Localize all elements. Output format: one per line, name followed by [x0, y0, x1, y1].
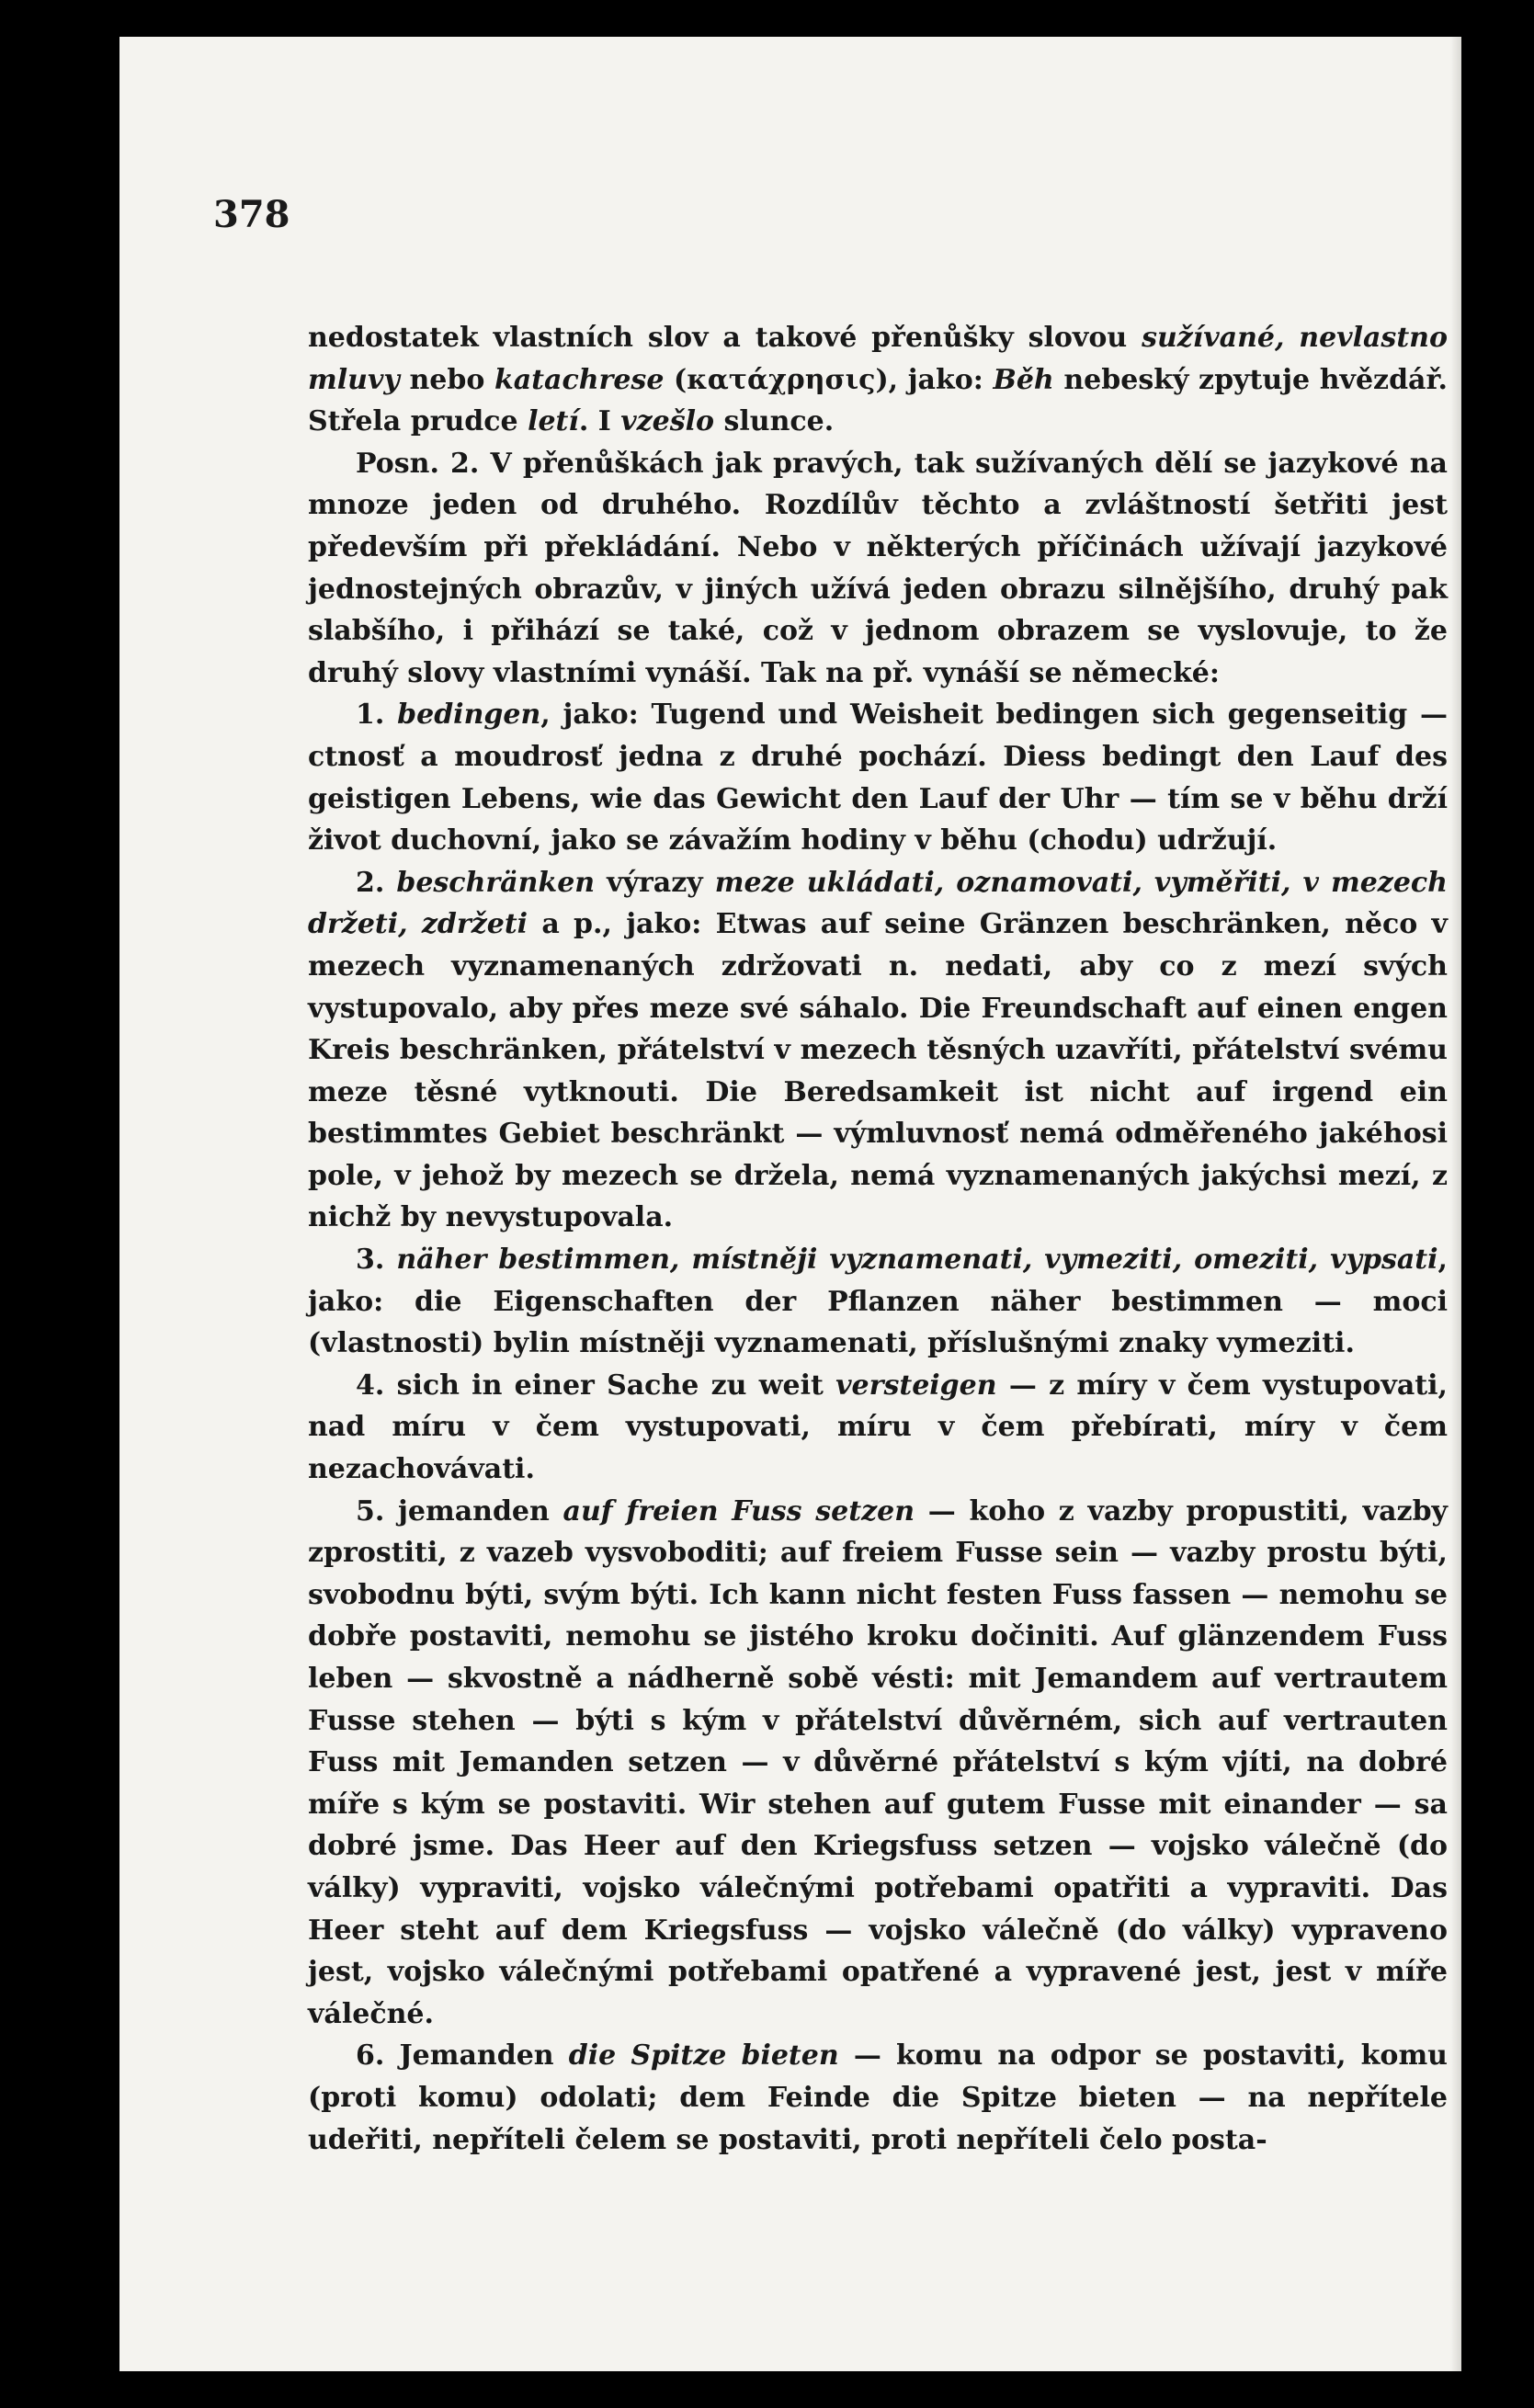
text-run: Posn. 2. V přenůškách jak pravých, tak sužívaných dělí se jazykové na mnoze jeden od druhého. Rozdílův těchto a zvláštností šetřiti jest především při překládání. Nebo v některých příčinách užívají jazykové jednostejných obrazův, v jiných užívá jeden obrazu silnějšího, druhý pak slabšího, i přihází se také, což v jednom obrazem se vyslovuje, to že druhý slovy vlastními vynáší. Tak na př. vynáší se německé: — [308, 447, 1448, 689]
paragraph-p4 — [308, 1239, 1448, 1365]
paragraph-p6 — [308, 1491, 1448, 2036]
text-run: 4. sich in einer Sache zu weit — [356, 1369, 836, 1402]
paragraph-p2 — [308, 694, 1448, 861]
text-run: 5. jemanden — [356, 1494, 563, 1528]
italic-term: die Spitze bieten — [568, 2039, 839, 2073]
italic-term: sužívané, nevlastno mluvy — [308, 322, 1449, 396]
text-run: — komu na odpor se postaviti, komu (proti komu) odolati; dem Feinde die Spitze bieten — na nepřítele udeřiti, nepříteli čelem se postaviti, proti nepříteli čelo posta- — [308, 2039, 1448, 2156]
text-run: 3. — [356, 1244, 397, 1277]
text-run: , jako: die Eigenschaften der Pflanzen näher bestimmen — moci (vlastnosti) bylin místněji vyznamenati, příslušnými znaky vymeziti. — [308, 1244, 1448, 1360]
body-text — [308, 317, 1448, 2161]
italic-term: meze ukládati, oznamovati, vyměřiti, v mezech držeti, zdržeti — [308, 866, 1448, 941]
italic-term: bedingen — [397, 699, 541, 732]
text-run: nebeský zpytuje hvězdář. Střela prudce — [308, 363, 1448, 438]
text-run: 1. — [356, 699, 398, 732]
text-run: 2. — [356, 866, 397, 899]
italic-term: letí — [528, 405, 579, 438]
italic-term: katachrese — [494, 363, 665, 396]
text-run: výrazy — [595, 866, 715, 899]
book-page — [119, 37, 1461, 2371]
italic-term: auf freien Fuss setzen — [562, 1494, 915, 1528]
italic-term: beschränken — [396, 866, 596, 899]
text-run: . I — [578, 405, 621, 438]
paragraph-p1 — [308, 443, 1448, 695]
page-edge — [1450, 37, 1461, 2371]
text-run: nebo — [399, 363, 494, 396]
italic-term: vzešlo — [620, 405, 715, 438]
paragraph-p3 — [308, 862, 1448, 1239]
italic-term: versteigen — [835, 1369, 997, 1402]
page-number: 378 — [213, 193, 290, 236]
text-run: nedostatek vlastních slov a takové přenůšky slovou — [308, 322, 1142, 354]
text-run: — z míry v čem vystupovati, nad míru v čem vystupovati, míru v čem přebírati, míry v čem nezachovávati. — [308, 1369, 1448, 1486]
italic-term: näher bestimmen, místněji vyznamenati, vymeziti, omeziti, vypsati — [396, 1244, 1438, 1277]
text-run: a p., jako: Etwas auf seine Gränzen beschränken, něco v mezech vyznamenaných zdržovati n. nedati, aby co z mezí svých vystupovalo, aby přes meze své sáhalo. Die Freundschaft auf einen engen Kreis beschränken, přátelství v mezech těsných uzavříti, přátelství svému meze těsné vytknouti. Die Beredsamkeit ist nicht auf irgend ein bestimmtes Gebiet beschränkt — výmluvnosť nemá odměřeného jakéhosi pole, v jehož by mezech se držela, nemá vyznamenaných jakýchsi mezí, z nichž by nevystupovala. — [308, 908, 1448, 1234]
italic-term: Běh — [993, 363, 1054, 396]
text-run: , jako: Tugend und Weisheit bedingen sich gegenseitig — ctnosť a moudrosť jedna z druhé pochází. Diess bedingt den Lauf des geistigen Lebens, wie das Gewicht den Lauf der Uhr — tím se v běhu drží život duchovní, jako se závažím hodiny v běhu (chodu) udržují. — [308, 699, 1449, 858]
paragraph-p5 — [308, 1365, 1448, 1491]
text-run: (κατάχρησις), jako: — [664, 363, 994, 396]
text-run: slunce. — [714, 405, 835, 438]
text-run: — koho z vazby propustiti, vazby zprostiti, z vazeb vysvoboditi; auf freiem Fusse sein — vazby prostu býti, svobodnu býti, svým býti. Ich kann nicht festen Fuss fassen — nemohu se dobře postaviti, nemohu se jistého kroku dočiniti. Auf glänzendem Fuss leben — skvostně a nádherně sobě vésti: mit Jemandem auf vertrautem Fusse stehen — býti s kým v přátelství důvěrném, sich auf vertrauten Fuss mit Jemanden setzen — v důvěrné přátelství s kým vjíti, na dobré míře s kým se postaviti. Wir stehen auf gutem Fusse mit einander — sa dobré jsme. Das Heer auf den Kriegsfuss setzen — vojsko válečně (do války) vypraviti, vojsko válečnými potřebami opatřiti a vypraviti. Das Heer steht auf dem Kriegsfuss — vojsko válečně (do války) vypraveno jest, vojsko válečnými potřebami opatřené a vypravené jest, jest v míře válečné. — [308, 1494, 1448, 2030]
text-run: 6. Jemanden — [356, 2039, 569, 2073]
paragraph-p0 — [308, 317, 1448, 443]
paragraph-p7 — [308, 2035, 1448, 2161]
